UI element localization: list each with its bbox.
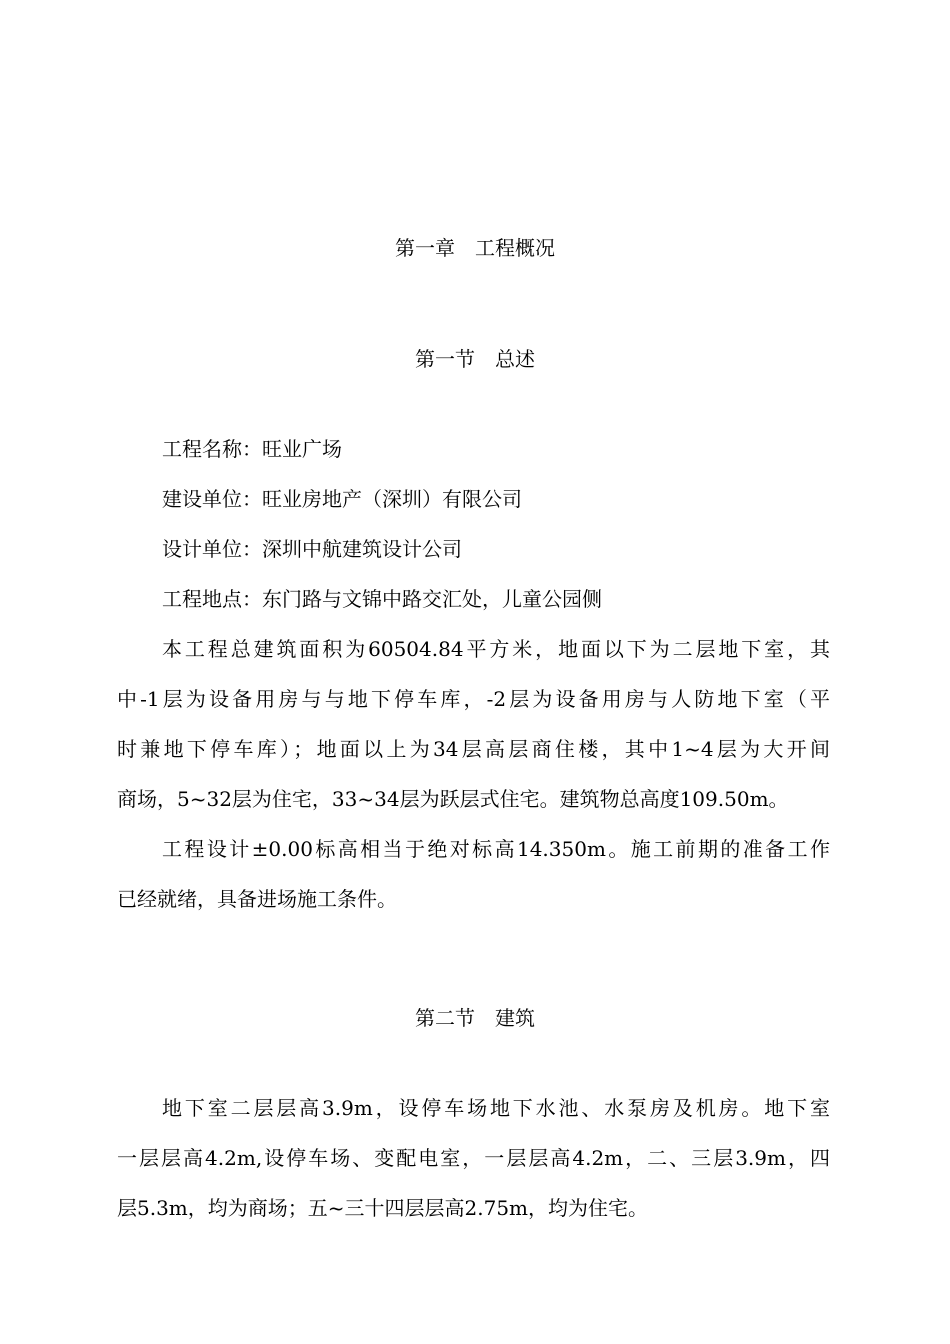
section-1-para-1-line-3: 时兼地下停车库）；地面以上为34层高层商住楼，其中1~4层为大开间	[117, 737, 830, 761]
chapter-title: 第一章 工程概况	[395, 236, 555, 260]
section-1-title: 第一节 总述	[415, 347, 535, 371]
section-1-para-2-line-2: 已经就绪，具备进场施工条件。	[117, 887, 397, 911]
section-2-title: 第二节 建筑	[415, 1006, 535, 1030]
section-2-para-1-line-3: 层5.3m，均为商场；五~三十四层层高2.75m，均为住宅。	[117, 1196, 649, 1220]
info-location: 工程地点：东门路与文锦中路交汇处，儿童公园侧	[162, 587, 602, 611]
section-1-para-1-line-2: 中-1层为设备用房与与地下停车库，-2层为设备用房与人防地下室（平	[117, 687, 830, 711]
section-1-para-1-line-1: 本工程总建筑面积为60504.84平方米，地面以下为二层地下室，其	[162, 637, 830, 661]
section-1-para-1-line-4: 商场，5~32层为住宅，33~34层为跃层式住宅。建筑物总高度109.50m。	[117, 787, 789, 811]
section-1-para-2-line-1: 工程设计±0.00标高相当于绝对标高14.350m。施工前期的准备工作	[162, 837, 830, 861]
info-project-name: 工程名称：旺业广场	[162, 437, 342, 461]
section-2-para-1-line-2: 一层层高4.2m,设停车场、变配电室，一层层高4.2m，二、三层3.9m，四	[117, 1146, 830, 1170]
section-2-para-1-line-1: 地下室二层层高3.9m，设停车场地下水池、水泵房及机房。地下室	[162, 1096, 830, 1120]
info-developer: 建设单位：旺业房地产（深圳）有限公司	[162, 487, 522, 511]
info-designer: 设计单位：深圳中航建筑设计公司	[162, 537, 462, 561]
